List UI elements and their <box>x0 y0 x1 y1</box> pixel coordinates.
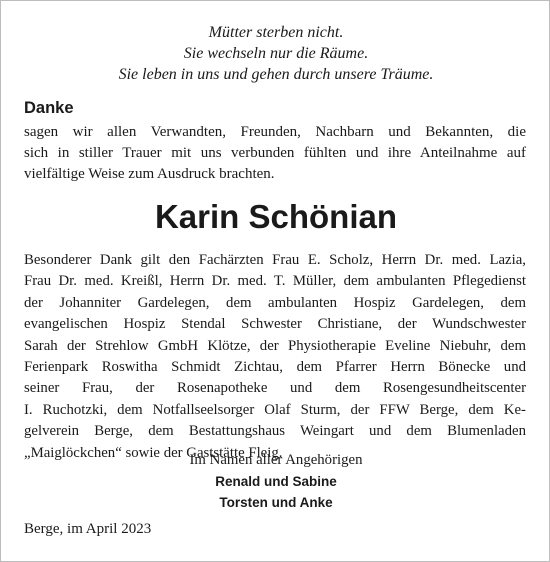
special-thanks-line: „Maiglöckchen“ sowie der Gaststätte Fleig. <box>24 444 283 461</box>
signoff-name: Renald und Sabine <box>215 474 337 489</box>
verse-line: Sie wechseln nur die Räume. <box>183 45 369 62</box>
place-and-date: Berge, im April 2023 <box>24 521 152 537</box>
verse-line: Sie leben in uns und gehen durch unsere Träume. <box>118 66 434 83</box>
special-thanks-line: Besonderer Dank gilt den Fachärzten Frau E. Scholz, Herrn Dr. med. Lazia, <box>24 252 526 268</box>
memorial-verse <box>1 22 550 85</box>
special-thanks-line: gelverein Berge, dem Bestattungshaus Weingart und dem Blumenladen <box>24 423 526 440</box>
verse-line: Mütter sterben nicht. <box>208 24 344 41</box>
signoff-intro: Im Namen aller Angehörigen <box>189 452 363 468</box>
signoff-block <box>1 450 550 513</box>
special-thanks-paragraph <box>24 250 526 464</box>
thanks-line: vielfältige Weise zum Ausdruck brachten. <box>24 166 275 182</box>
special-thanks-line: der Johanniter Gardelegen, dem ambulanten Hospiz Gardelegen, dem <box>24 294 526 311</box>
special-thanks-line: Frau Dr. med. Kreißl, Herrn Dr. med. T. Müller, dem ambulanten Pflegedienst <box>24 273 526 290</box>
thanks-line: sich in stiller Trauer mit uns verbunden fühlten und ihre Anteilnahme auf <box>24 145 526 161</box>
special-thanks-line: Sarah der Strehlow GmbH Klötze, der Physiotherapie Eveline Niebuhr, dem <box>24 337 526 354</box>
special-thanks-line: seiner Frau, der Rosenapotheke und dem Rosengesundheitscenter <box>24 380 526 397</box>
special-thanks-line: I. Ruchotzki, dem Notfallseelsorger Olaf Sturm, der FFW Berge, dem Ke- <box>24 401 526 418</box>
special-thanks-line: evangelischen Hospiz Stendal Schwester Christiane, der Wundschwester <box>24 316 526 333</box>
thanks-heading: Danke <box>24 99 74 117</box>
signoff-name: Torsten und Anke <box>219 495 333 510</box>
thanks-line: sagen wir allen Verwandten, Freunden, Nachbarn und Bekannten, die <box>24 124 526 140</box>
special-thanks-line: Ferienpark Roswitha Schmidt Zichtau, dem Pfarrer Herrn Bönecke und <box>24 359 526 376</box>
thanks-paragraph <box>24 122 526 185</box>
deceased-name: Karin Schönian <box>154 198 398 235</box>
